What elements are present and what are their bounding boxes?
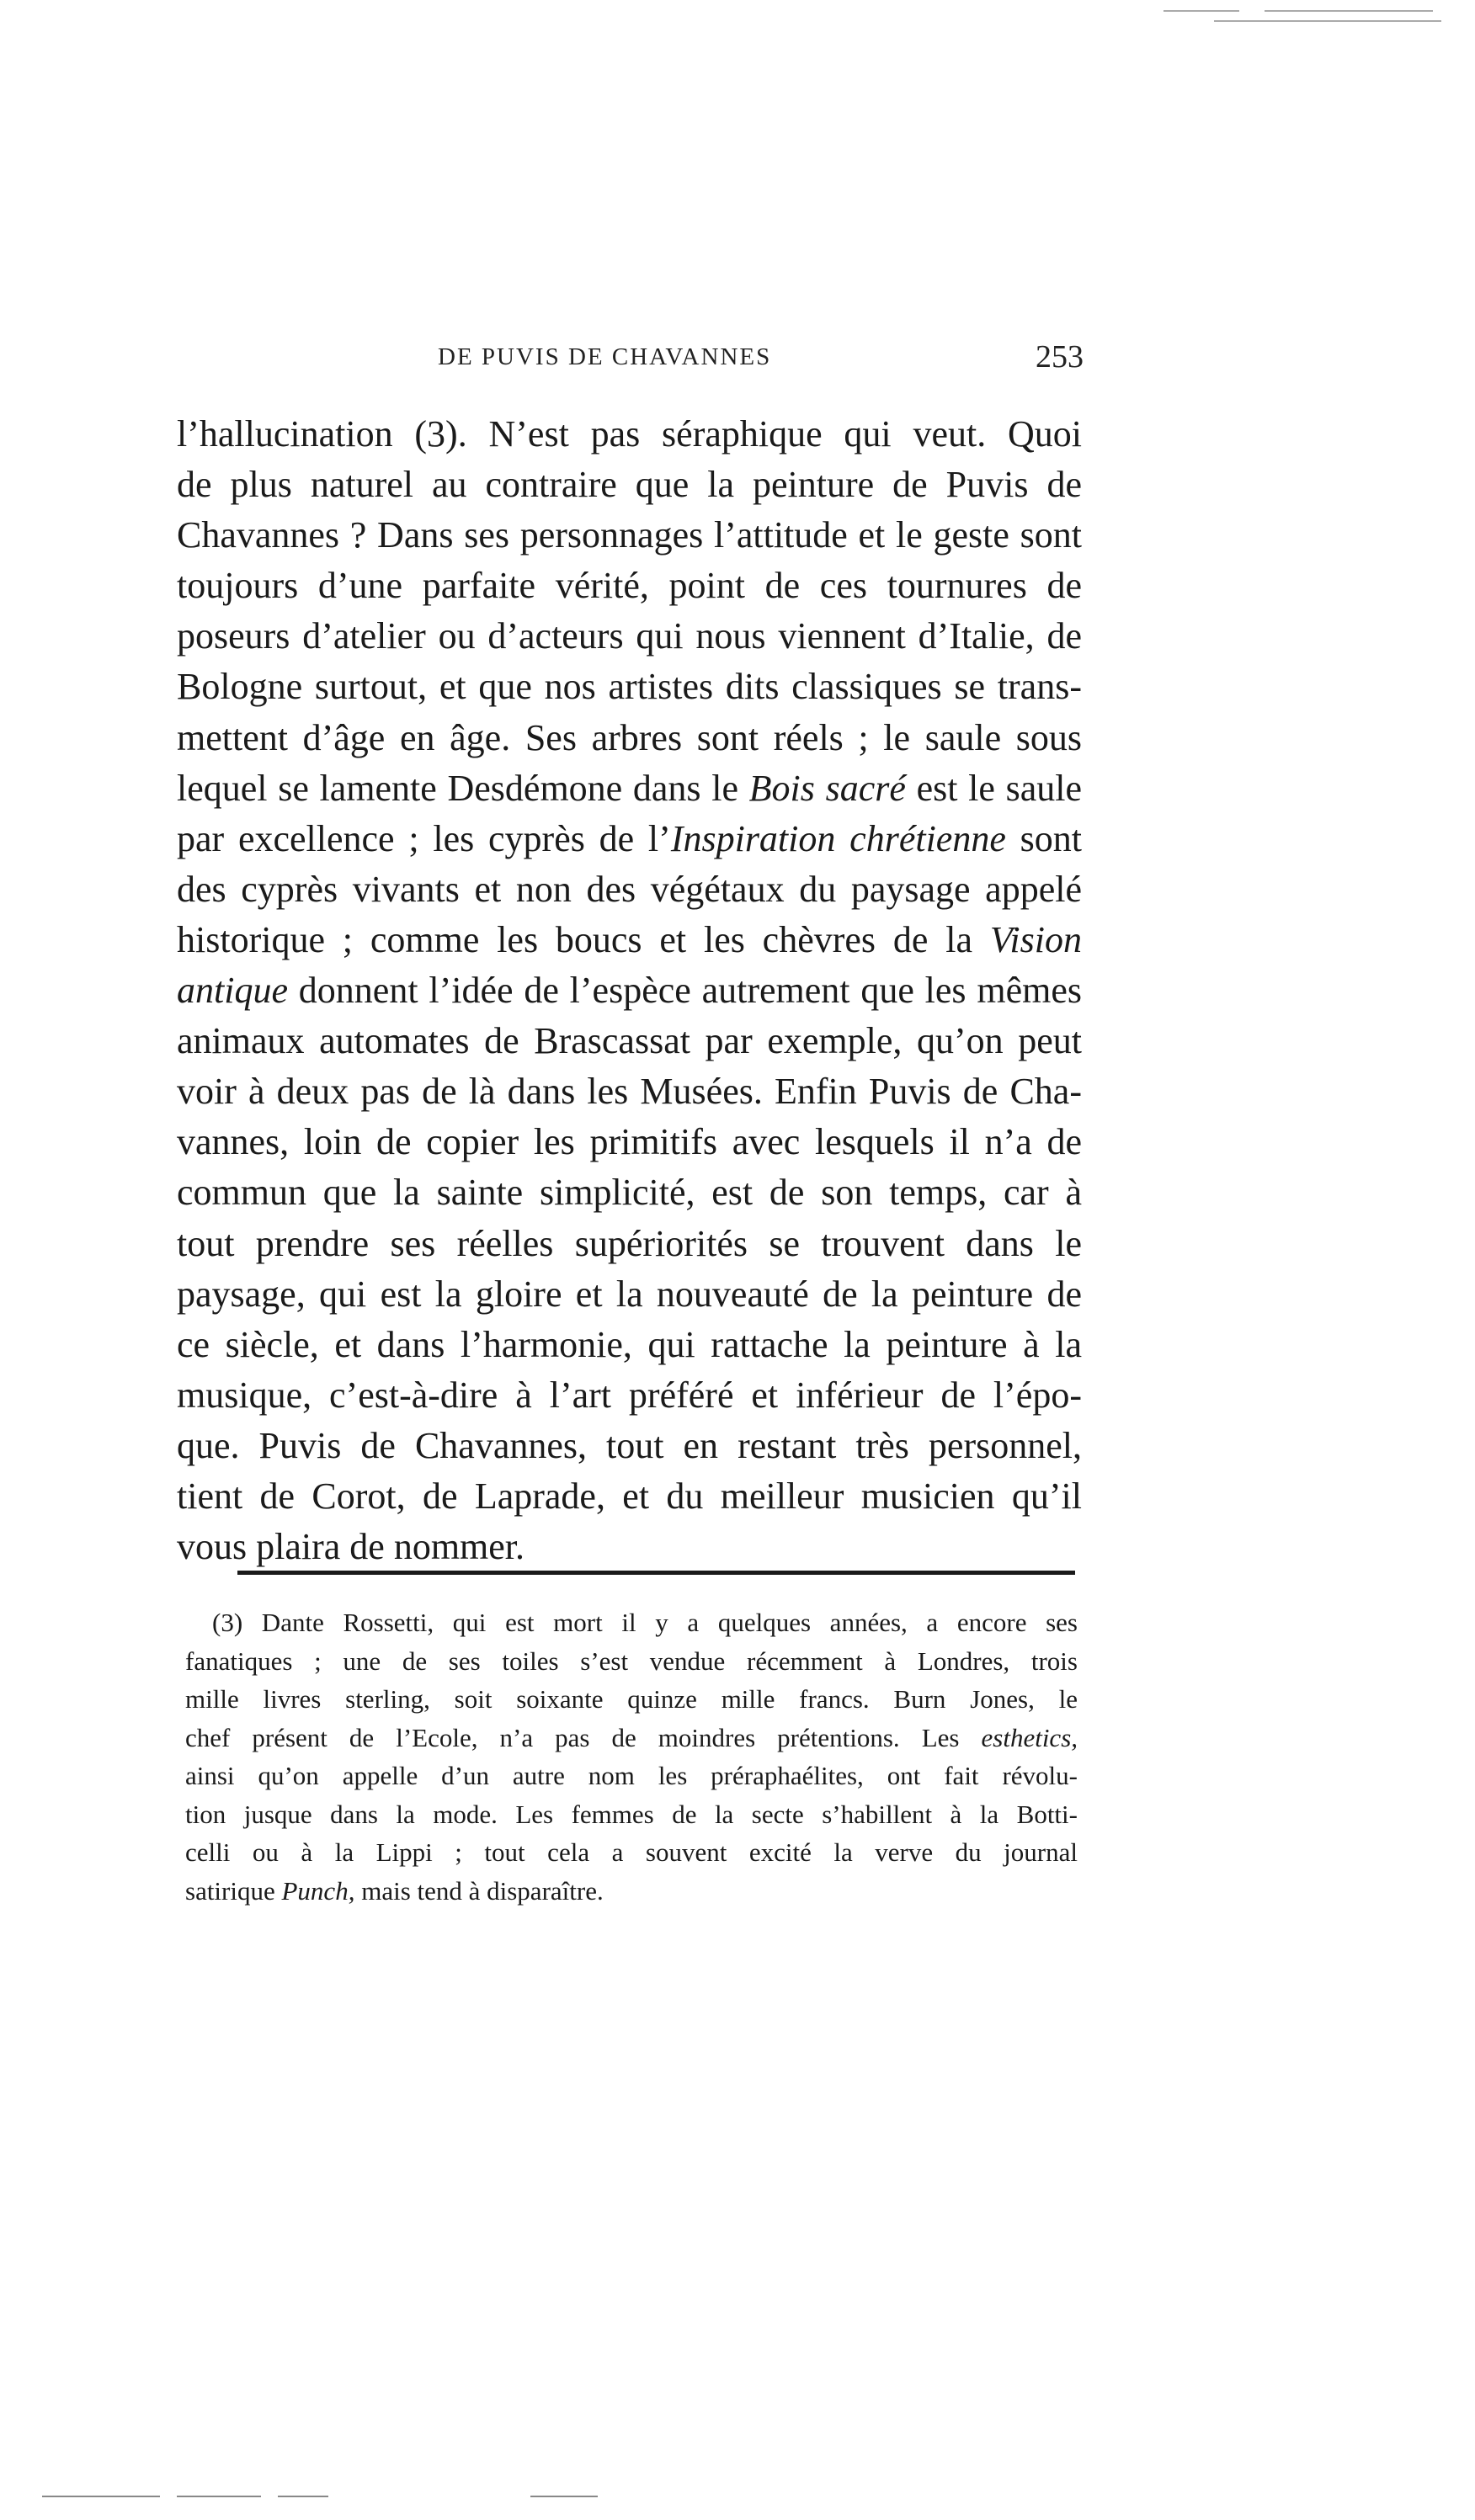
footnote-line: ainsi qu’on appelle d’un autre nom les préraphaélites, ont fait révolu- [185,1761,1078,1790]
text-segment: par excellence ; les cyprès de l’ [177,817,671,859]
text-segment: sont [1005,817,1082,859]
scan-edge-marks-top [1163,8,1441,25]
text-line: commun que la sainte simplicité, est de son temps, car à [177,1172,1082,1214]
text-line [177,965,1082,1016]
text-segment: est le saule [905,767,1082,809]
scan-edge-marks-bottom [42,2496,631,2499]
text-line: des cyprès vivants et non des végétaux du paysage appelé [177,868,1082,910]
text-segment: mais tend à disparaître. [354,1875,604,1906]
text-line: animaux automates de Brascassat par exemple, qu’on peut [177,1020,1082,1062]
footnote-line [185,1872,1078,1911]
footnote-line: fanatiques ; une de ses toiles s’est vendue récemment à Londres, trois [185,1645,1078,1676]
text-line: musique, c’est-à-dire à l’art préféré et inférieur de l’épo- [177,1374,1082,1416]
text-line: Chavannes ? Dans ses personnages l’attitude et le geste sont [177,514,1082,556]
text-line: poseurs d’atelier ou d’acteurs qui nous viennent d’Italie, de [177,615,1082,657]
text-line: ce siècle, et dans l’harmonie, qui rattache la peinture à la [177,1323,1082,1365]
footnote-divider [237,1571,1075,1575]
italic-title: Vision [989,918,1082,960]
text-line: que. Puvis de Chavannes, tout en restant très personnel, [177,1424,1082,1466]
footnote [185,1603,1078,1910]
text-line: vannes, loin de copier les primitifs avec lesquels il n’a de [177,1121,1082,1163]
page-header [177,338,1090,389]
footnote-line: tion jusque dans la mode. Les femmes de la secte s’habillent à la Botti- [185,1799,1078,1829]
text-line: Bologne surtout, et que nos artistes dits classiques se trans- [177,666,1082,708]
running-head: DE PUVIS DE CHAVANNES [438,343,772,370]
footnote-line: (3) Dante Rossetti, qui est mort il y a quelques années, a encore ses [212,1608,1078,1637]
text-segment: donnent l’idée de l’espèce autrement que les mêmes [298,970,1082,1012]
text-line: tout prendre ses réelles supériorités se trouvent dans le [177,1222,1082,1264]
text-line: de plus naturel au contraire que la peinture de Puvis de [177,464,1082,506]
italic-title: Inspiration chrétienne [670,817,1006,859]
text-segment: historique ; comme les boucs et les chèvres de la [177,918,972,960]
page-number: 253 [1036,339,1084,375]
text-line [177,763,1082,814]
main-text [177,409,1082,1572]
footnote-line: celli ou à la Lippi ; tout cela a souvent excité la verve du journal [185,1837,1078,1867]
text-line [177,814,1082,864]
text-line: paysage, qui est la gloire et la nouveauté de la peinture de [177,1273,1082,1315]
text-line: l’hallucination (3). N’est pas séraphique qui veut. Quoi [177,413,1082,455]
text-line: vous plaira de nommer. [177,1526,525,1568]
text-line [177,915,1082,965]
footnote-line [185,1719,1078,1757]
italic-term: esthetics, [981,1722,1078,1752]
italic-title: antique [177,970,288,1012]
text-line: mettent d’âge en âge. Ses arbres sont réels ; le saule sous [177,716,1082,758]
text-line: voir à deux pas de là dans les Musées. Enfin Puvis de Cha- [177,1071,1082,1113]
italic-title: Punch, [281,1875,355,1906]
text-line: toujours d’une parfaite vérité, point de ces tournures de [177,565,1082,607]
text-segment: chef présent de l’Ecole, n’a pas de moindres prétentions. Les [185,1722,960,1752]
text-segment: satirique [185,1875,275,1906]
footnote-line: mille livres sterling, soit soixante quinze mille francs. Burn Jones, le [185,1684,1078,1714]
text-line: tient de Corot, de Laprade, et du meilleur musicien qu’il [177,1475,1082,1517]
text-segment: lequel se lamente Desdémone dans le [177,767,738,809]
italic-title: Bois sacré [748,767,906,809]
